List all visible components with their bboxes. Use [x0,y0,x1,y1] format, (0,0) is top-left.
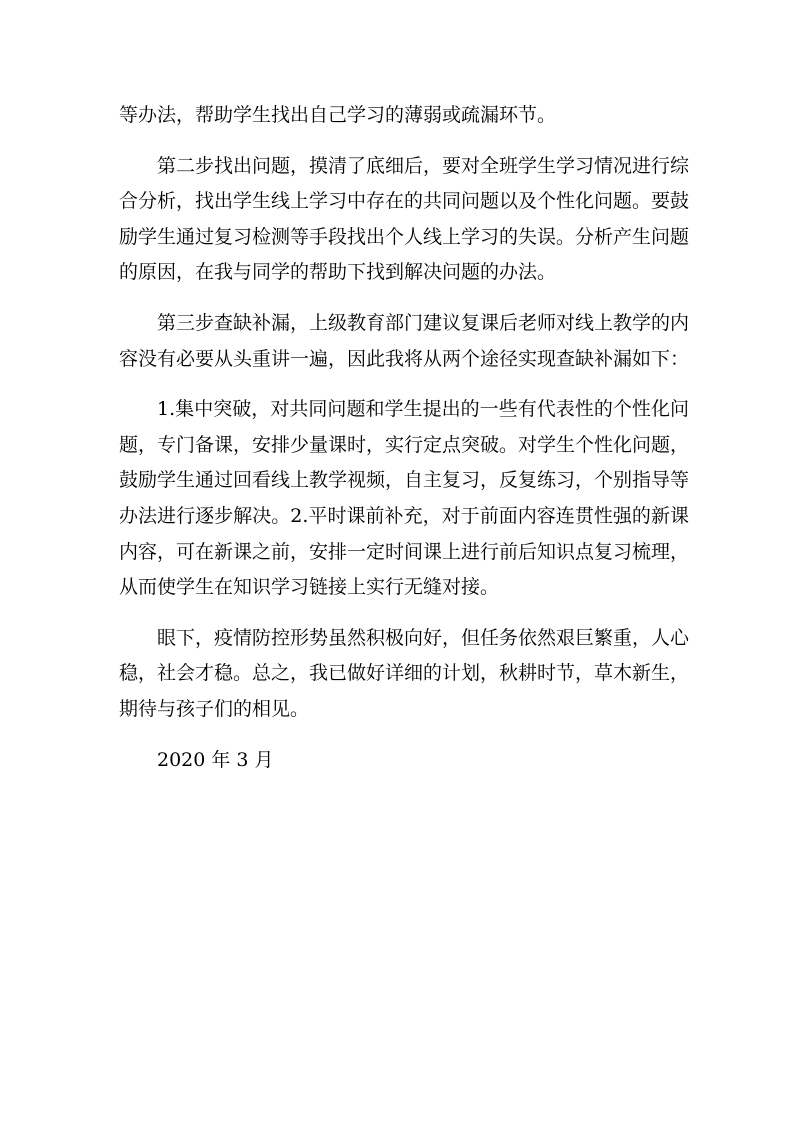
paragraph-step-two: 第二步找出问题，摸清了底细后，要对全班学生学习情况进行综合分析，找出学生线上学习中存在的共同问题以及个性化问题。要鼓励学生通过复习检测等手段找出个人线上学习的失误。分析产生问题的原因，在我与同学的帮助下找到解决问题的办法。 [119,154,690,284]
paragraph-methods: 1.集中突破，对共同问题和学生提出的一些有代表性的个性化问题，专门备课，安排少量课时，实行定点突破。对学生个性化问题，鼓励学生通过回看线上教学视频，自主复习，反复练习，个别指导等办法进行逐步解决。2.平时课前补充，对于前面内容连贯性强的新课内容，可在新课之前，安排一定时间课上进行前后知识点复习梳理，从而使学生在知识学习链接上实行无缝对接。 [119,398,690,599]
document-body [119,98,689,778]
document-date: 2020 年 3 月 [157,748,274,771]
paragraph-step-three: 第三步查缺补漏，上级教育部门建议复课后老师对线上教学的内容没有必要从头重讲一遍，因此我将从两个途径实现查缺补漏如下： [119,311,690,370]
paragraph-continuation: 等办法，帮助学生找出自己学习的薄弱或疏漏环节。 [119,104,557,126]
paragraph-conclusion: 眼下，疫情防控形势虽然积极向好，但任务依然艰巨繁重，人心稳，社会才稳。总之，我已做好详细的计划，秋耕时节，草木新生，期待与孩子们的相见。 [119,626,690,720]
